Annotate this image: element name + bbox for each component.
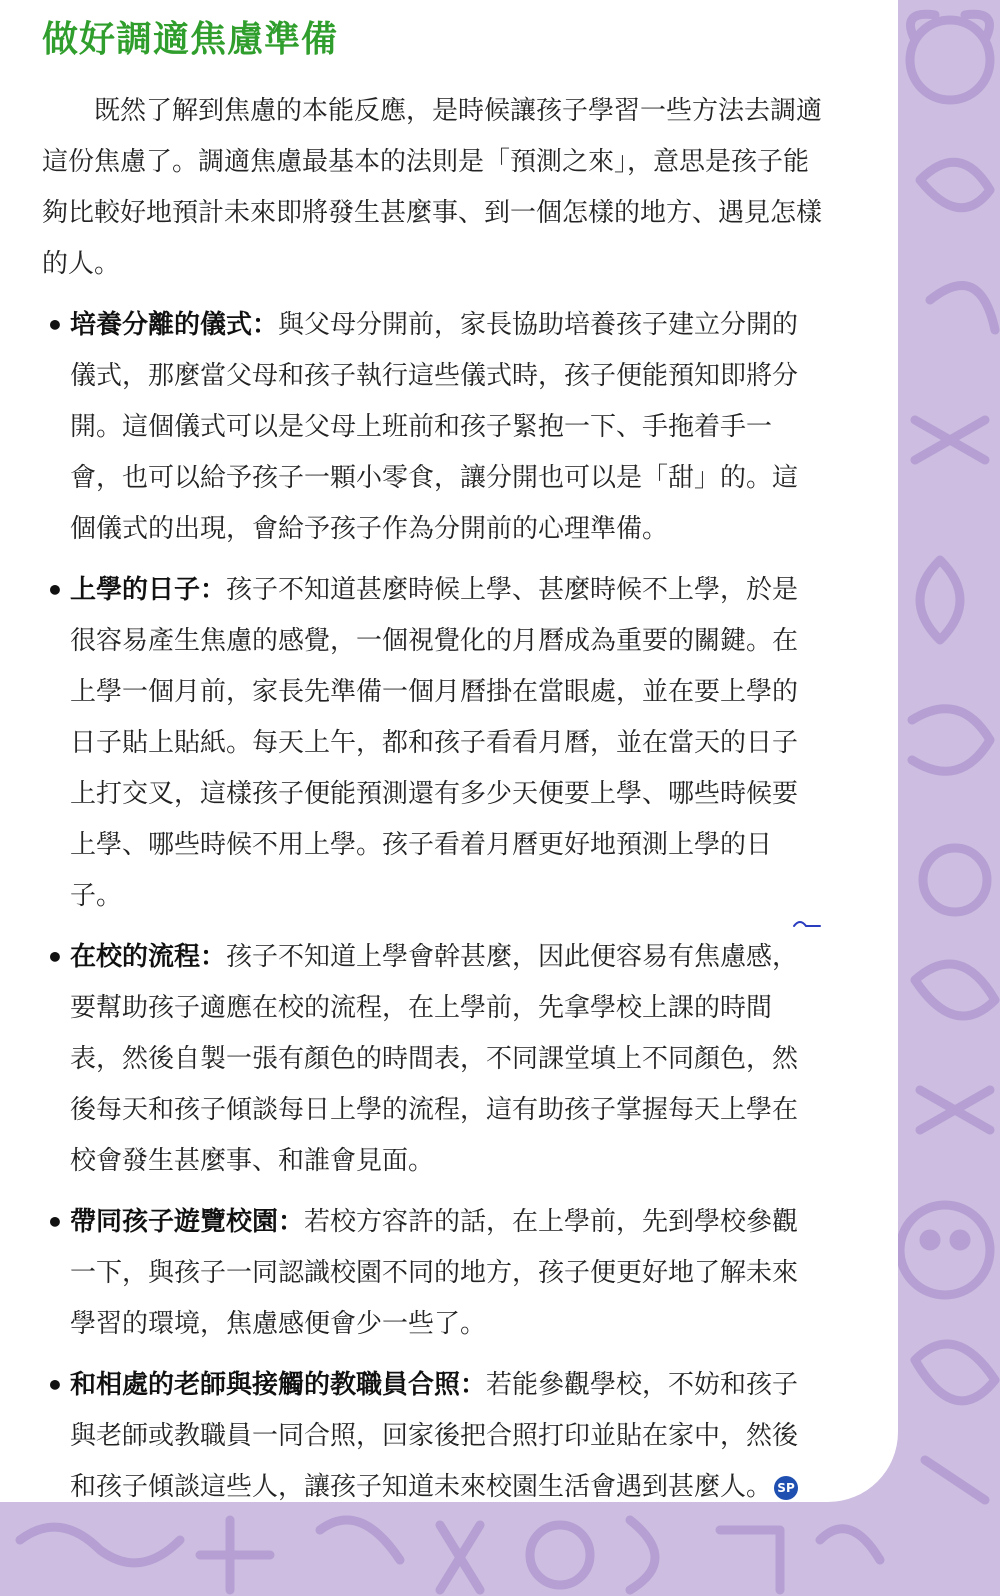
bullet-text: 與父母分開前，家長協助培養孩子建立分開的儀式，那麼當父母和孩子執行這些儀式時，孩子便能預知即將分開。這個儀式可以是父母上班前和孩子緊抱一下、手拖着手一會，也可以給予孩子一顆小零食，讓分開也可以是「甜」的。這個儀式的出現，會給予孩子作為分開前的心理準備。 bbox=[70, 310, 799, 544]
bullet-dot-icon: • bbox=[46, 1369, 64, 1402]
bullet-item bbox=[42, 300, 822, 555]
handwritten-pen-mark bbox=[792, 916, 822, 932]
bullet-item bbox=[42, 1197, 822, 1350]
bullet-dot-icon: • bbox=[46, 941, 64, 974]
intro-paragraph: 既然了解到焦慮的本能反應，是時候讓孩子學習一些方法去調適這份焦慮了。調適焦慮最基本的法則是「預測之來」，意思是孩子能夠比較好地預計未來即將發生甚麼事、到一個怎樣的地方、遇見怎樣的人。 bbox=[42, 96, 823, 279]
bullet-item bbox=[42, 1360, 822, 1513]
page-title: 做好調適焦慮準備 bbox=[42, 19, 339, 60]
article-content bbox=[42, 0, 822, 1513]
bullet-heading: 和相處的老師與接觸的教職員合照： bbox=[70, 1370, 487, 1400]
bullet-text: 孩子不知道上學會幹甚麼，因此便容易有焦慮感，要幫助孩子適應在校的流程，在上學前，先拿學校上課的時間表，然後自製一張有顏色的時間表，不同課堂填上不同顏色，然後每天和孩子傾談每日上學的流程，這有助孩子掌握每天上學在校會發生甚麼事、和誰會見面。 bbox=[70, 942, 799, 1176]
bullet-heading: 在校的流程： bbox=[70, 942, 227, 972]
bullet-dot-icon: • bbox=[46, 574, 64, 607]
bullet-heading: 培養分離的儀式： bbox=[70, 310, 279, 340]
bullet-item bbox=[42, 565, 822, 922]
bullet-dot-icon: • bbox=[46, 1206, 64, 1239]
bullet-text: 若能參觀學校，不妨和孩子與老師或教職員一同合照，回家後把合照打印並貼在家中，然後和孩子傾談這些人，讓孩子知道未來校園生活會遇到甚麼人。 bbox=[70, 1370, 799, 1502]
bullet-text: 若校方容許的話，在上學前，先到學校參觀一下，與孩子一同認識校園不同的地方，孩子便更好地了解未來學習的環境，焦慮感便會少一些了。 bbox=[70, 1207, 799, 1339]
sp-end-mark-icon: SP bbox=[774, 1476, 798, 1500]
bullet-item bbox=[42, 932, 822, 1187]
bullet-heading: 上學的日子： bbox=[70, 575, 227, 605]
bullet-heading: 帶同孩子遊覽校園： bbox=[70, 1207, 305, 1237]
bullet-dot-icon: • bbox=[46, 309, 64, 342]
bullet-text: 孩子不知道甚麼時候上學、甚麼時候不上學，於是很容易產生焦慮的感覺，一個視覺化的月曆成為重要的關鍵。在上學一個月前，家長先準備一個月曆掛在當眼處，並在要上學的日子貼上貼紙。每天上午，都和孩子看看月曆，並在當天的日子上打交叉，這樣孩子便能預測還有多少天便要上學、哪些時候要上學、哪些時候不用上學。孩子看着月曆更好地預測上學的日子。 bbox=[70, 575, 799, 911]
